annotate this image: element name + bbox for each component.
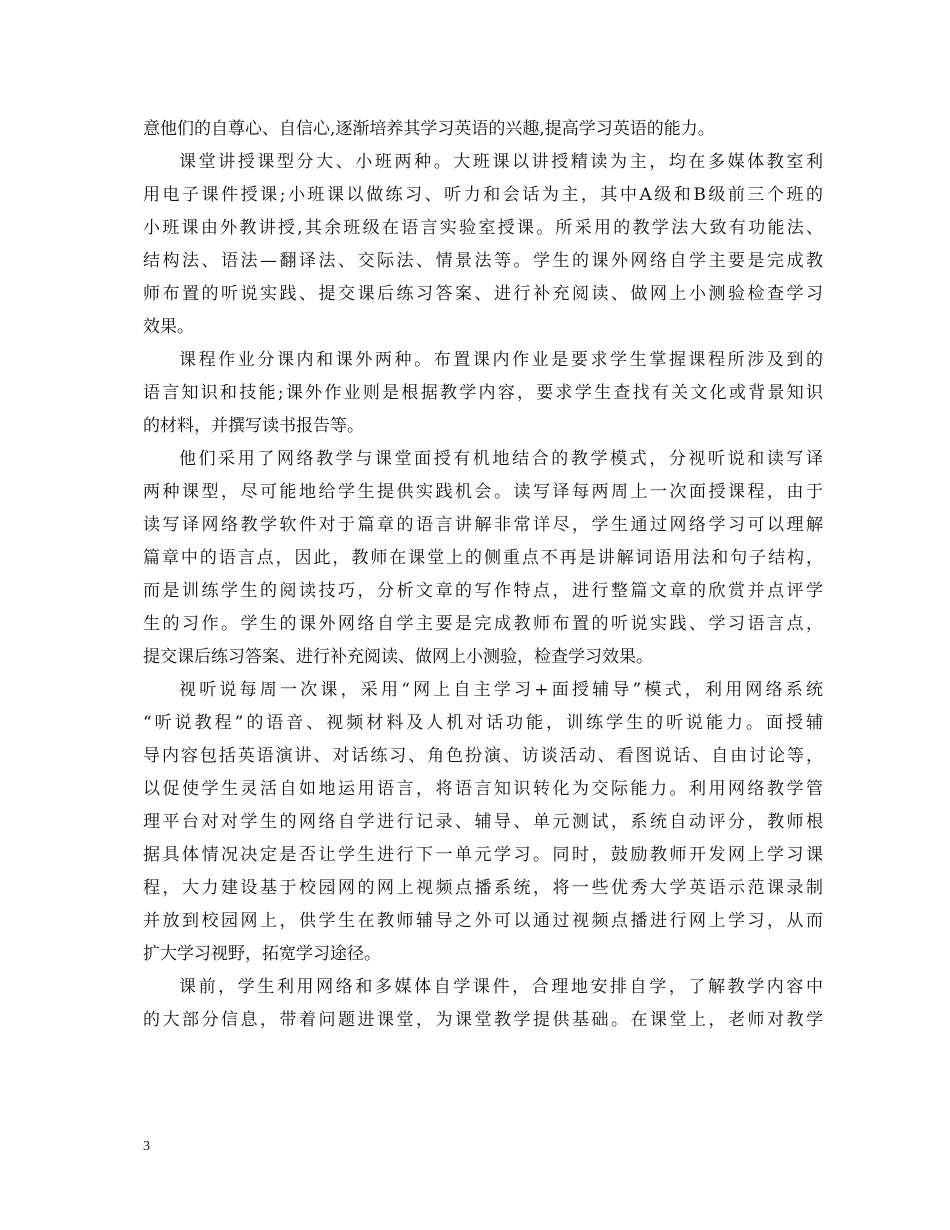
text-line: 篇章中的语言点，因此，教师在课堂上的侧重点不再是讲解词语用法和句子结构， (143, 548, 823, 568)
text-line: 课程作业分课内和课外两种。布置课内作业是要求学生掌握课程所涉及到的 (179, 350, 823, 370)
text-line: 程，大力建设基于校园网的网上视频点播系统，将一些优秀大学英语示范课录制 (143, 878, 823, 898)
text-line: 课堂讲授课型分大、小班两种。大班课以讲授精读为主，均在多媒体教室利 (179, 152, 823, 172)
paragraph (143, 674, 823, 971)
paragraph (143, 443, 823, 674)
text-line: 他们采用了网络教学与课堂面授有机地结合的教学模式，分视听说和读写译 (179, 449, 823, 469)
text-line: “听说教程”的语音、视频材料及人机对话功能，训练学生的听说能力。面授辅 (143, 713, 823, 733)
text-line: 并放到校园网上，供学生在教师辅导之外可以通过视频点播进行网上学习，从而 (143, 911, 823, 931)
text-line: 视听说每周一次课，采用“网上自主学习+面授辅导”模式，利用网络系统 (179, 680, 823, 700)
text-line: 生的习作。学生的课外网络自学主要是完成教师布置的听说实践、学习语言点， (143, 614, 823, 634)
text-line: 的大部分信息，带着问题进课堂，为课堂教学提供基础。在课堂上，老师对教学 (143, 1010, 823, 1030)
document-body (143, 113, 823, 1037)
text-line: 用电子课件授课;小班课以做练习、听力和会话为主，其中A级和B级前三个班的 (143, 185, 823, 205)
text-line: 以促使学生灵活自如地运用语言，将语言知识转化为交际能力。利用网络教学管 (143, 779, 823, 799)
text-line: 理平台对对学生的网络自学进行记录、辅导、单元测试，系统自动评分，教师根 (143, 812, 823, 832)
text-line: 提交课后练习答案、进行补充阅读、做网上小测验，检查学习效果。 (143, 647, 653, 667)
text-line: 导内容包括英语演讲、对话练习、角色扮演、访谈活动、看图说话、自由讨论等， (143, 746, 823, 766)
paragraph (143, 344, 823, 443)
text-line: 据具体情况决定是否让学生进行下一单元学习。同时，鼓励教师开发网上学习课 (143, 845, 823, 865)
text-line: 意他们的自尊心、自信心,逐渐培养其学习英语的兴趣,提高学习英语的能力。 (143, 119, 715, 139)
text-line: 扩大学习视野，拓宽学习途径。 (143, 944, 381, 964)
paragraph (143, 146, 823, 344)
text-line: 小班课由外教讲授,其余班级在语言实验室授课。所采用的教学法大致有功能法、 (143, 218, 823, 238)
text-line: 两种课型，尽可能地给学生提供实践机会。读写译每两周上一次面授课程，由于 (143, 482, 823, 502)
text-line: 语言知识和技能;课外作业则是根据教学内容，要求学生查找有关文化或背景知识 (143, 383, 823, 403)
text-line: 的材料，并撰写读书报告等。 (143, 416, 364, 436)
paragraph (143, 113, 823, 146)
text-line: 效果。 (143, 317, 194, 337)
text-line: 结构法、语法—翻译法、交际法、情景法等。学生的课外网络自学主要是完成教 (143, 251, 823, 271)
paragraph (143, 971, 823, 1037)
page-number: 3 (143, 1139, 150, 1154)
text-line: 而是训练学生的阅读技巧，分析文章的写作特点，进行整篇文章的欣赏并点评学 (143, 581, 823, 601)
text-line: 课前，学生利用网络和多媒体自学课件，合理地安排自学，了解教学内容中 (179, 977, 823, 997)
text-line: 师布置的听说实践、提交课后练习答案、进行补充阅读、做网上小测验检查学习 (143, 284, 823, 304)
text-line: 读写译网络教学软件对于篇章的语言讲解非常详尽，学生通过网络学习可以理解 (143, 515, 823, 535)
